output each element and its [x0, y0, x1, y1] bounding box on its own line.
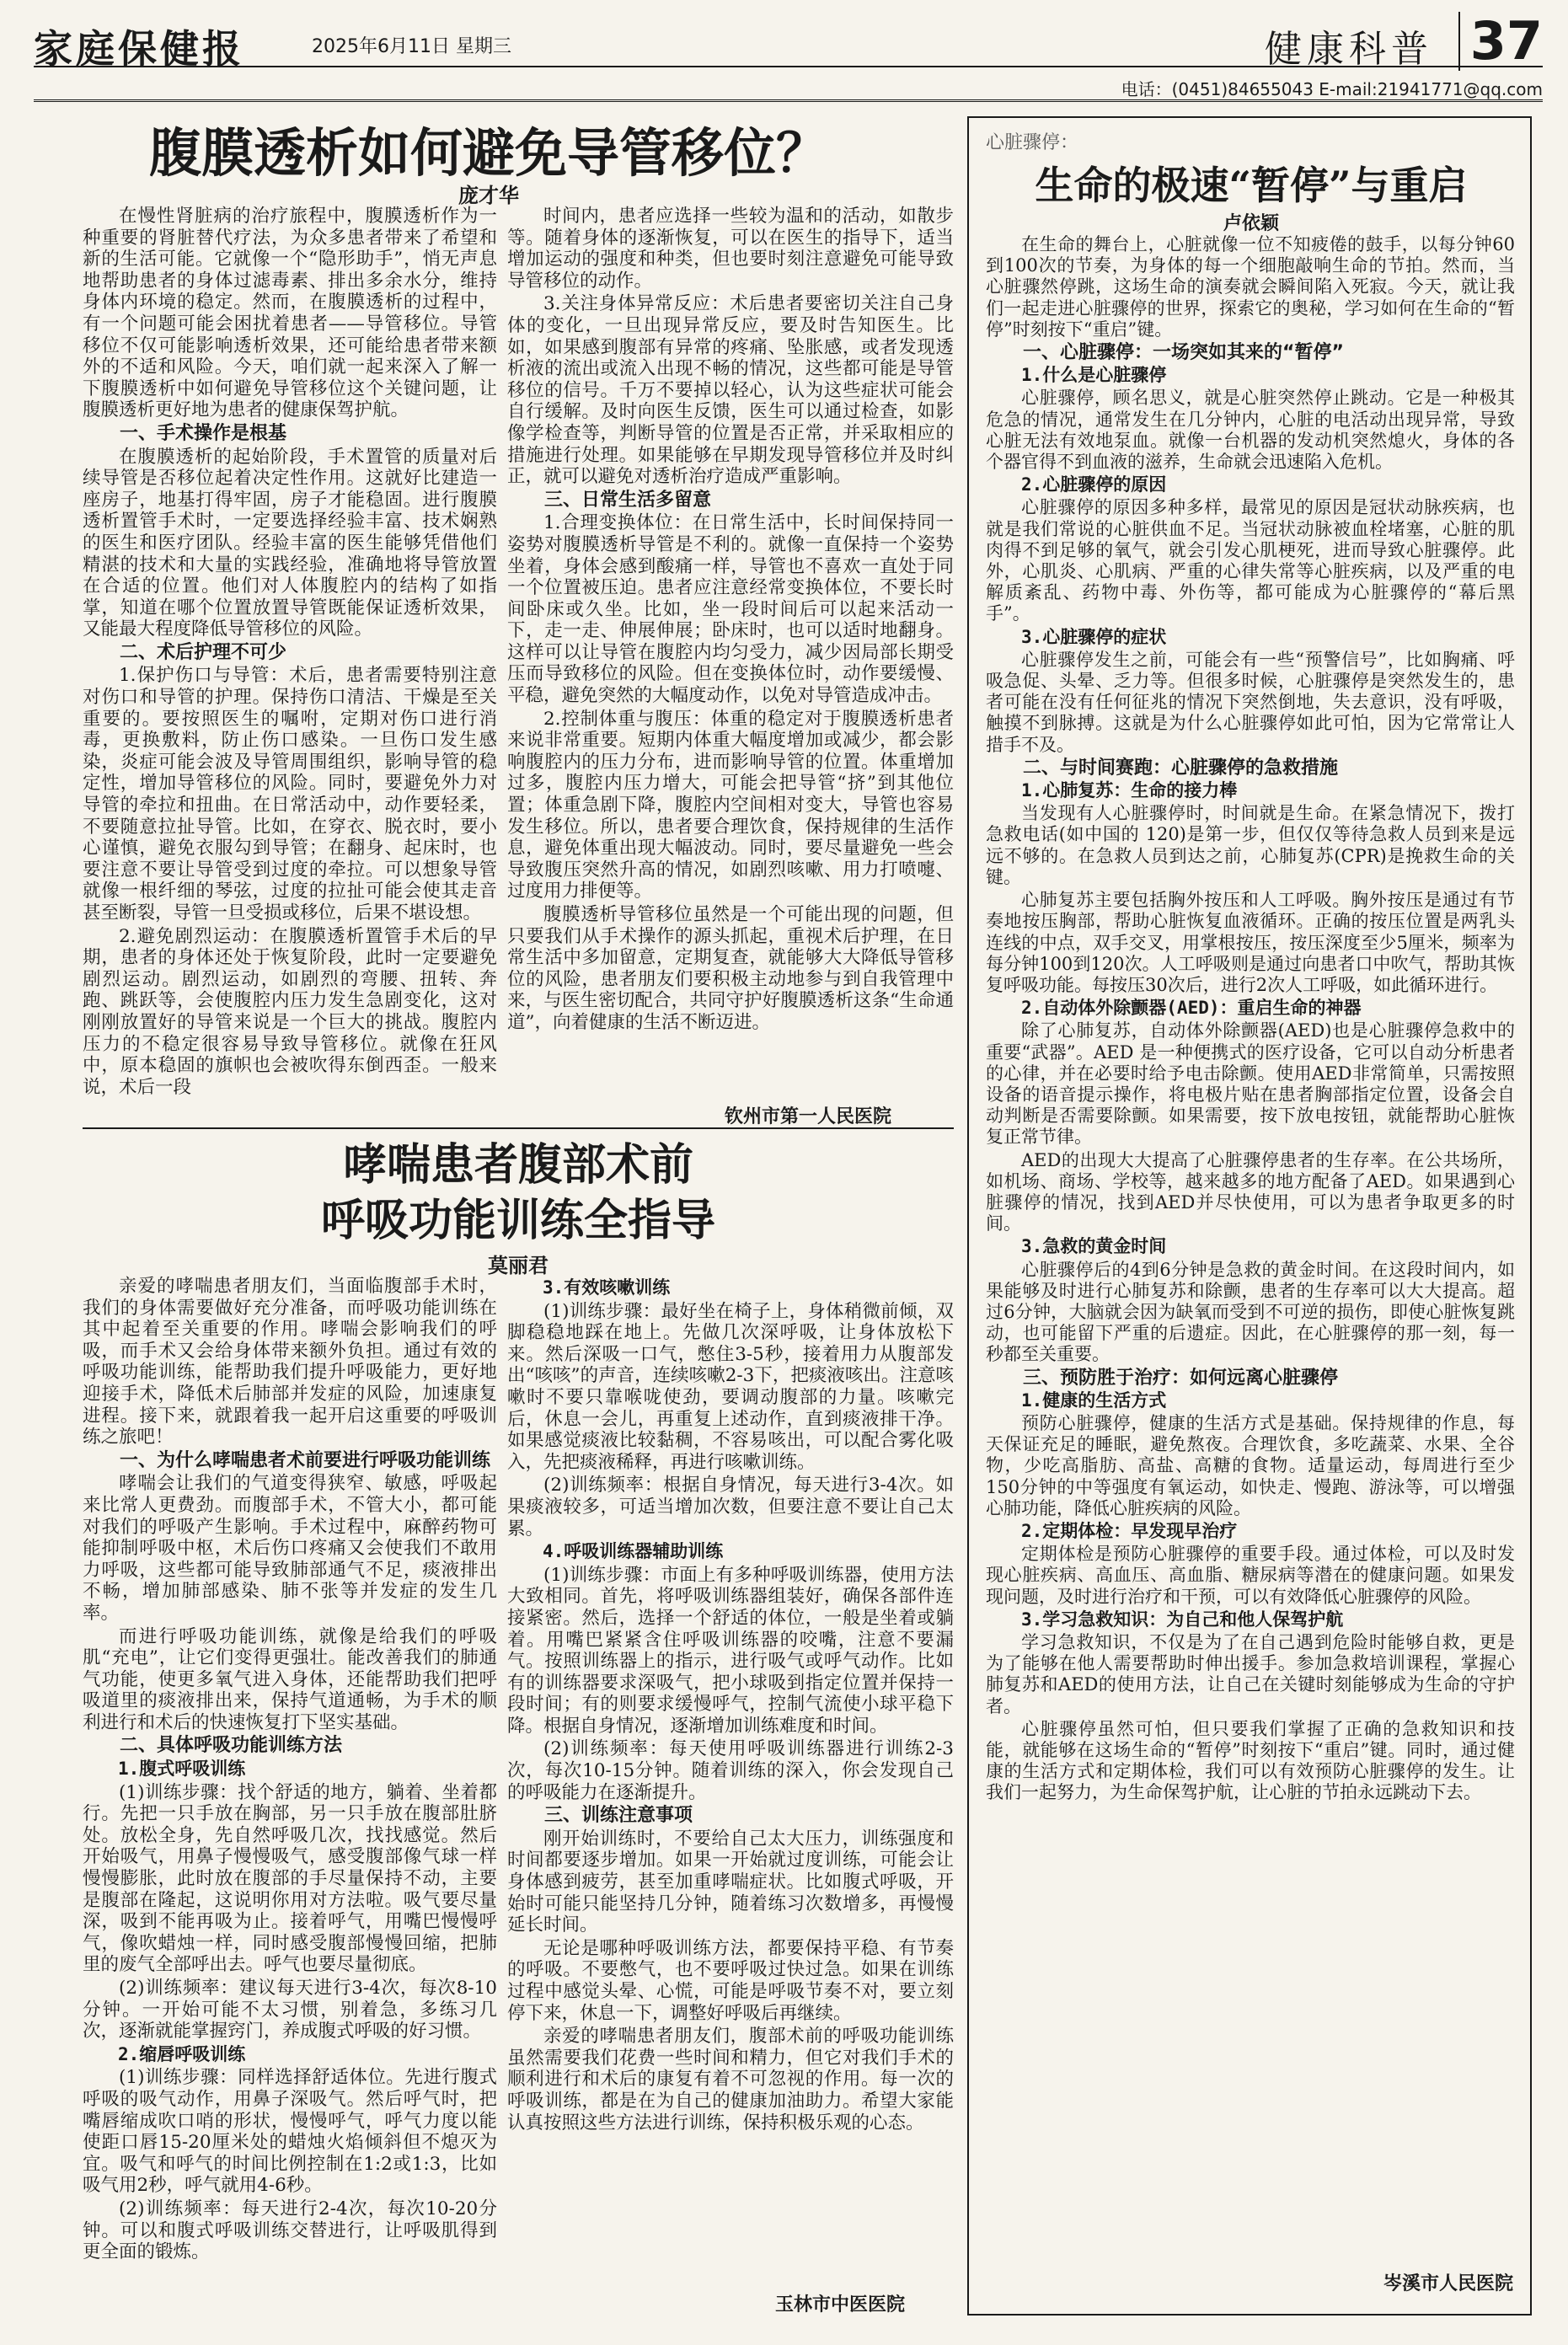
subheading: 1.心肺复苏：生命的接力棒 [1021, 780, 1238, 801]
paragraph: 定期体检是预防心脏骤停的重要手段。通过体检，可以及时发现心脏疾病、高血压、高血脂、糖尿病等潜在的健康问题。如果发现问题，及时进行治疗和干预，可以有效降低心脏骤停的风险。 [986, 1544, 1515, 1607]
paragraph: 在生命的舞台上，心脏就像一位不知疲倦的鼓手，以每分钟60到100次的节奏，为身体的每一个细胞敲响生命的节拍。然而，当心脏骤然停跳，这场生命的演奏就会瞬间陷入死寂。今天，就让我们一起走进心脏骤停的世界，探索它的奥秘，学习如何在生命的“暂停”时刻按下“重启”键。 [986, 234, 1515, 340]
article1-column-1 [83, 206, 497, 1103]
article3-source: 岑溪市人民医院 [1383, 2273, 1513, 2294]
paragraph: (2)训练频率：根据自身情况，每天进行3-4次。如果痰液较多，可适当增加次数，但要注意不要让自己太累。 [507, 1475, 954, 1539]
paper-name: 家庭保健报 [34, 26, 244, 72]
paragraph: (2)训练频率：每天使用呼吸训练器进行训练2-3次，每次10-15分钟。随着训练的深入，你会发现自己的呼吸能力在逐渐提升。 [507, 1738, 954, 1803]
subheading: 4.呼吸训练器辅助训练 [543, 1541, 724, 1562]
article2-title-line1: 哮喘患者腹部术前 [342, 1139, 693, 1191]
paragraph: 心脏骤停发生之前，可能会有一些“预警信号”，比如胸痛、呼吸急促、头晕、乏力等。但很多时候，心脏骤停是突然发生的，患者可能在没有任何征兆的情况下突然倒地，失去意识，没有呼吸，触摸不到脉搏。这就是为什么心脏骤停如此可怕，因为它常常让人措手不及。 [986, 649, 1515, 755]
subheading: 1.什么是心脏骤停 [1021, 365, 1167, 386]
subheading: 1.腹式呼吸训练 [118, 1759, 246, 1780]
article3-body [986, 234, 1515, 2257]
paragraph: 预防心脏骤停，健康的生活方式是基础。保持规律的作息，每天保证充足的睡眠，避免熬夜。合理饮食，多吃蔬菜、水果、全谷物，少吃高脂肪、高盐、高糖的食物。适量运动，每周进行至少150分钟的中等强度有氧运动，如快走、慢跑、游泳等，可以增强心肺功能，降低心脏疾病的风险。 [986, 1412, 1515, 1518]
article2-author: 莫丽君 [488, 1254, 549, 1277]
paragraph: 心脏骤停，顾名思义，就是心脏突然停止跳动。它是一种极其危急的情况，通常发生在几分钟内，心脏的电活动出现异常，导致心脏无法有效地泵血。就像一台机器的发动机突然熄火，身体的各个器官得不到血液的滋养，生命就会迅速陷入危机。 [986, 388, 1515, 473]
subheading: 3.学习急救知识：为自己和他人保驾护航 [1021, 1609, 1344, 1630]
article-divider [83, 1127, 954, 1129]
page-number: 37 [1458, 12, 1543, 71]
paragraph: 当发现有人心脏骤停时，时间就是生命。在紧急情况下，拨打急救电话(如中国的 120)是第一步，但仅仅等待急救人员到来是远远不够的。在急救人员到达之前，心肺复苏(CPR)是挽救生命的关键。 [986, 803, 1515, 887]
article2-title-line2: 呼吸功能训练全指导 [320, 1195, 715, 1246]
paragraph: 亲爱的哮喘患者朋友们，腹部术前的呼吸功能训练虽然需要我们花费一些时间和精力，但它对我们手术的顺利进行和术后的康复有着不可忽视的作用。每一次的呼吸训练，都是在为自己的健康加油助力。希望大家能认真按照这些方法进行训练，保持积极乐观的心态。 [507, 2026, 954, 2134]
paragraph: (2)训练频率：每天进行2-4次，每次10-20分钟。可以和腹式呼吸训练交替进行，让呼吸肌得到更全面的锻炼。 [83, 2198, 497, 2263]
issue-date: 2025年6月11日 星期三 [312, 36, 511, 57]
subheading: 2.缩唇呼吸训练 [118, 2043, 246, 2064]
paragraph: 心脏骤停虽然可怕，但只要我们掌握了正确的急救知识和技能，就能够在这场生命的“暂停”时刻按下“重启”键。同时，通过健康的生活方式和定期体检，我们可以有效预防心脏骤停的发生。让我们一起努力，为生命保驾护航，让心脏的节拍永远跳动下去。 [986, 1718, 1515, 1803]
subheading: 3.急救的黄金时间 [1021, 1236, 1167, 1257]
subheading: 2.心脏骤停的原因 [1021, 474, 1167, 495]
paragraph: 腹膜透析导管移位虽然是一个可能出现的问题，但只要我们从手术操作的源头抓起，重视术后护理，在日常生活中多加留意，定期复查，就能够大大降低导管移位的风险，患者朋友们要积极主动地参与到自我管理中来，与医生密切配合，共同守护好腹膜透析这条“生命通道”，向着健康的生活不断迈进。 [507, 904, 954, 1033]
paragraph: 亲爱的哮喘患者朋友们，当面临腹部手术时，我们的身体需要做好充分准备，而呼吸功能训练在其中起着至关重要的作用。哮喘会影响我们的呼吸，而手术又会给身体带来额外负担。通过有效的呼吸功能训练，能帮助我们提升呼吸能力，更好地迎接手术，降低术后肺部并发症的风险，加速康复进程。接下来，就跟着我一起开启这重要的呼吸训练之旅吧！ [83, 1276, 497, 1448]
subheading: 三、预防胜于治疗：如何远离心脏骤停 [1023, 1367, 1339, 1389]
subheading: 一、心脏骤停：一场突如其来的“暂停” [1023, 342, 1344, 364]
subheading: 三、日常生活多留意 [544, 489, 712, 511]
paragraph: 心脏骤停后的4到6分钟是急救的黄金时间。在这段时间内，如果能够及时进行心肺复苏和除颤，患者的生存率可以大大提高。超过6分钟，大脑就会因为缺氧而受到不可逆的损伤，即使心脏恢复跳动，也可能留下严重的后遗症。因此，在心脏骤停的那一刻，每一秒都至关重要。 [986, 1259, 1515, 1365]
article1-title: 腹膜透析如何避免导管移位？ [148, 122, 828, 184]
paragraph: 2.避免剧烈运动：在腹膜透析置管手术后的早期，患者的身体还处于恢复阶段，此时一定要避免剧烈运动。剧烈运动，如剧烈的弯腰、扭转、奔跑、跳跃等，会使腹腔内压力发生急剧变化，这对刚刚放置好的导管来说是一个巨大的挑战。腹腔内压力的不稳定很容易导致导管移位。就像在狂风中，原本稳固的旗帜也会被吹得东倒西歪。一般来说，术后一段 [83, 925, 497, 1098]
article3-author: 卢依颖 [1223, 213, 1279, 234]
paragraph: 学习急救知识，不仅是为了在自己遇到危险时能够自救，更是为了能够在他人需要帮助时伸出援手。参加急救培训课程，掌握心肺复苏和AED的使用方法，让自己在关键时刻能够成为生命的守护者。 [986, 1632, 1515, 1716]
article3-title: 生命的极速“暂停”与重启 [1035, 163, 1468, 208]
paragraph: 心肺复苏主要包括胸外按压和人工呼吸。胸外按压是通过有节奏地按压胸部，帮助心脏恢复血液循环。正确的按压位置是两乳头连线的中点，双手交叉，用掌根按压，按压深度至少5厘米，频率为每分钟100到120次。人工呼吸则是通过向患者口中吹气，帮助其恢复呼吸功能。每按压30次后，进行2次人工呼吸，如此循环进行。 [986, 890, 1515, 995]
article2-column-2 [507, 1276, 954, 2278]
top-rule [34, 99, 1543, 102]
paragraph: 时间内，患者应选择一些较为温和的活动，如散步等。随着身体的逐渐恢复，可以在医生的指导下，适当增加运动的强度和种类，但也要时刻注意避免可能导致导管移位的动作。 [507, 206, 954, 292]
subheading: 二、术后护理不可少 [120, 641, 287, 663]
subheading: 3.心脏骤停的症状 [1021, 626, 1167, 647]
section-name: 健康科普 [1265, 28, 1433, 71]
paragraph: 而进行呼吸功能训练，就像是给我们的呼吸肌“充电”，让它们变得更强壮。能改善我们的肺通气功能，使更多氧气进入身体，还能帮助我们把呼吸道里的痰液排出来，保持气道通畅，为手术的顺利进行和术后的快速恢复打下坚实基础。 [83, 1625, 497, 1733]
contact-info: 电话：(0451)84655043 E-mail:21941771@qq.com [1121, 79, 1543, 99]
paragraph: 1.保护伤口与导管：术后，患者需要特别注意对伤口和导管的护理。保持伤口清洁、干燥是至关重要的。要按照医生的嘱咐，定期对伤口进行消毒，更换敷料，防止伤口感染。一旦伤口发生感染，炎症可能会波及导管周围组织，影响导管的稳定性，增加导管移位的风险。同时，要避免外力对导管的牵拉和扭曲。在日常活动中，动作要轻柔，不要随意拉扯导管。比如，在穿衣、脱衣时，要小心谨慎，避免衣服勾到导管；在翻身、起床时，也要注意不要让导管受到过度的牵拉。可以想象导管就像一根纤细的琴弦，过度的拉扯可能会使其走音甚至断裂，导管一旦受损或移位，后果不堪设想。 [83, 665, 497, 924]
paragraph: 2.控制体重与腹压：体重的稳定对于腹膜透析患者来说非常重要。短期内体重大幅度增加或减少，都会影响腹腔内的压力分布，进而影响导管的位置。体重增加过多，腹腔内压力增大，可能会把导管“挤”到其他位置；体重急剧下降，腹腔内空间相对变大，导管也容易发生移位。所以，患者要合理饮食，保持规律的生活作息，避免体重出现大幅波动。同时，要尽量避免一些会导致腹压突然升高的情况，如剧烈咳嗽、用力打喷嚏、过度用力排便等。 [507, 708, 954, 902]
paragraph: (1)训练步骤：最好坐在椅子上，身体稍微前倾，双脚稳稳地踩在地上。先做几次深呼吸，让身体放松下来。然后深吸一口气，憋住3-5秒，接着用力从腹部发出“咳咳”的声音，连续咳嗽2-3下，把痰液咳出。注意咳嗽时不要只靠喉咙使劲，要调动腹部的力量。咳嗽完后，休息一会儿，再重复上述动作，直到痰液排干净。如果感觉痰液比较黏稠，不容易咳出，可以配合雾化吸入，先把痰液稀释，再进行咳嗽训练。 [507, 1300, 954, 1473]
subheading: 3.有效咳嗽训练 [543, 1277, 671, 1298]
paragraph: 在慢性肾脏病的治疗旅程中，腹膜透析作为一种重要的肾脏替代疗法，为众多患者带来了希望和新的生活可能。它就像一个“隐形助手”，悄无声息地帮助患者的身体过滤毒素、排出多余水分，维持身体内环境的稳定。然而，在腹膜透析的过程中，有一个问题可能会困扰着患者——导管移位。导管移位不仅可能影响透析效果，还可能给患者带来额外的不适和风险。今天，咱们就一起来深入了解一下腹膜透析中如何避免导管移位这个关键问题，让腹膜透析更好地为患者的健康保驾护航。 [83, 206, 497, 421]
article3-kicker: 心脏骤停： [986, 132, 1079, 153]
paragraph: 哮喘会让我们的气道变得狭窄、敏感，呼吸起来比常人更费劲。而腹部手术，不管大小，都可能对我们的呼吸产生影响。手术过程中，麻醉药物可能抑制呼吸中枢，术后伤口疼痛又会使我们不敢用力呼吸，这些都可能导致肺部通气不足，痰液排出不畅，增加肺部感染、肺不张等并发症的发生几率。 [83, 1473, 497, 1624]
subheading: 1.健康的生活方式 [1021, 1389, 1167, 1411]
paragraph: 刚开始训练时，不要给自己太大压力，训练强度和时间都要逐步增加。如果一开始就过度训练，可能会让身体感到疲劳，甚至加重哮喘症状。比如腹式呼吸，开始时可能只能坚持几分钟，随着练习次数增多，再慢慢延长时间。 [507, 1828, 954, 1936]
article3-box [967, 116, 1532, 2316]
paragraph: (1)训练步骤：找个舒适的地方，躺着、坐着都行。先把一只手放在胸部，另一只手放在腹部肚脐处。放松全身，先自然呼吸几次，找找感觉。然后开始吸气，用鼻子慢慢吸气，感受腹部像气球一样慢慢膨胀，此时放在腹部的手尽量保持不动，主要是腹部在隆起，这说明你用对方法啦。吸气要尽量深，吸到不能再吸为止。接着呼气，用嘴巴慢慢呼气，像吹蜡烛一样，同时感受腹部慢慢回缩，把肺里的废气全部呼出去。呼气也要尽量彻底。 [83, 1781, 497, 1976]
subheading: 三、训练注意事项 [544, 1805, 693, 1827]
subheading: 2.自动体外除颤器(AED)：重启生命的神器 [1021, 998, 1362, 1019]
article2-title [83, 1138, 954, 1249]
masthead [34, 10, 1543, 72]
subheading: 二、具体呼吸功能训练方法 [120, 1735, 343, 1757]
paragraph: 除了心肺复苏，自动体外除颤器(AED)也是心脏骤停急救中的重要“武器”。AED 是一种便携式的医疗设备，它可以自动分析患者的心律，并在必要时给予电击除颤。使用AED非常简单，只需按照设备的语音提示操作，将电极片贴在患者胸部指定位置，设备会自动判断是否需要除颤。如果需要，按下放电按钮，就能帮助心脏恢复正常节律。 [986, 1020, 1515, 1148]
paragraph: (2)训练频率：建议每天进行3-4次，每次8-10分钟。一开始可能不太习惯，别着急，多练习几次，逐渐就能掌握窍门，养成腹式呼吸的好习惯。 [83, 1978, 497, 2043]
subheading: 一、手术操作是根基 [120, 422, 287, 444]
paragraph: 3.关注身体异常反应：术后患者要密切关注自己身体的变化，一旦出现异常反应，要及时告知医生。比如，如果感到腹部有异常的疼痛、坠胀感，或者发现透析液的流出或流入出现不畅的情况，这些都可能是导管移位的信号。千万不要掉以轻心，认为这些症状可能会自行缓解。及时向医生反馈，医生可以通过检查，如影像学检查等，判断导管的位置是否正常，并采取相应的措施进行处理。如果能够在早期发现导管移位并及时纠正，就可以避免对透析治疗造成严重影响。 [507, 293, 954, 488]
article2-source: 玉林市中医医院 [775, 2294, 906, 2316]
article1-author: 庞才华 [458, 184, 519, 207]
paragraph: 心脏骤停的原因多种多样，最常见的原因是冠状动脉疾病，也就是我们常说的心脏供血不足。当冠状动脉被血栓堵塞，心脏的肌肉得不到足够的氧气，就会引发心肌梗死，进而导致心脏骤停。此外，心肌炎、心肌病、严重的心律失常等心脏疾病，以及严重的电解质紊乱、药物中毒、外伤等，都可能成为心脏骤停的“幕后黑手”。 [986, 497, 1515, 624]
subheading: 一、为什么哮喘患者术前要进行呼吸功能训练 [120, 1449, 491, 1471]
paragraph: (1)训练步骤：同样选择舒适体位。先进行腹式呼吸的吸气动作，用鼻子深吸气。然后呼气时，把嘴唇缩成吹口哨的形状，慢慢呼气，呼气力度以能使距口唇15-20厘米处的蜡烛火焰倾斜但不熄灭为宜。吸气和呼气的时间比例控制在1:2或1:3，比如吸气用2秒，呼气就用4-6秒。 [83, 2067, 497, 2197]
paragraph: 无论是哪种呼吸训练方法，都要保持平稳、有节奏的呼吸。不要憋气，也不要呼吸过快过急。如果在训练过程中感觉头晕、心慌，可能是呼吸节奏不对，要立刻停下来，休息一下，调整好呼吸后再继续。 [507, 1937, 954, 2024]
paragraph: AED的出现大大提高了心脏骤停患者的生存率。在公共场所，如机场、商场、学校等，越来越多的地方配备了AED。如果遇到心脏骤停的情况，找到AED并尽快使用，可以为患者争取更多的时间。 [986, 1149, 1515, 1234]
paragraph: 在腹膜透析的起始阶段，手术置管的质量对后续导管是否移位起着决定性作用。这就好比建造一座房子，地基打得牢固，房子才能稳固。进行腹膜透析置管手术时，一定要选择经验丰富、技术娴熟的医生和医疗团队。经验丰富的医生能够凭借他们精湛的技术和大量的实践经验，准确地将导管放置在合适的位置。他们对人体腹腔内的结构了如指掌，知道在哪个位置放置导管既能保证透析效果，又能最大程度降低导管移位的风险。 [83, 446, 497, 640]
subheading: 2.定期体检：早发现早治疗 [1021, 1520, 1238, 1541]
article2-column-1 [83, 1276, 497, 2299]
article1-source: 钦州市第一人民医院 [725, 1106, 892, 1127]
subheading: 二、与时间赛跑：心脏骤停的急救措施 [1023, 757, 1339, 779]
paragraph: (1)训练步骤：市面上有多种呼吸训练器，使用方法大致相同。首先，将呼吸训练器组装好，确保各部件连接紧密。然后，选择一个舒适的体位，一般是坐着或躺着。用嘴巴紧紧含住呼吸训练器的咬嘴，注意不要漏气。按照训练器上的指示，进行吸气或呼气动作。比如有的训练器要求深吸气，把小球吸到指定位置并保持一段时间；有的则要求缓慢呼气，控制气流使小球平稳下降。根据自身情况，逐渐增加训练难度和时间。 [507, 1564, 954, 1737]
article1-column-2 [507, 206, 954, 1099]
paragraph: 1.合理变换体位：在日常生活中，长时间保持同一姿势对腹膜透析导管是不利的。就像一直保持一个姿势坐着，身体会感到酸痛一样，导管也不喜欢一直处于同一个位置被压迫。患者应注意经常变换体位，不要长时间卧床或久坐。比如，坐一段时间后可以起来活动一下，走一走、伸展伸展；卧床时，也可以适时地翻身。这样可以让导管在腹腔内均匀受力，减少因局部长期受压而导致移位的风险。但在变换体位时，动作要缓慢、平稳，避免突然的大幅度动作，以免对导管造成冲击。 [507, 512, 954, 707]
